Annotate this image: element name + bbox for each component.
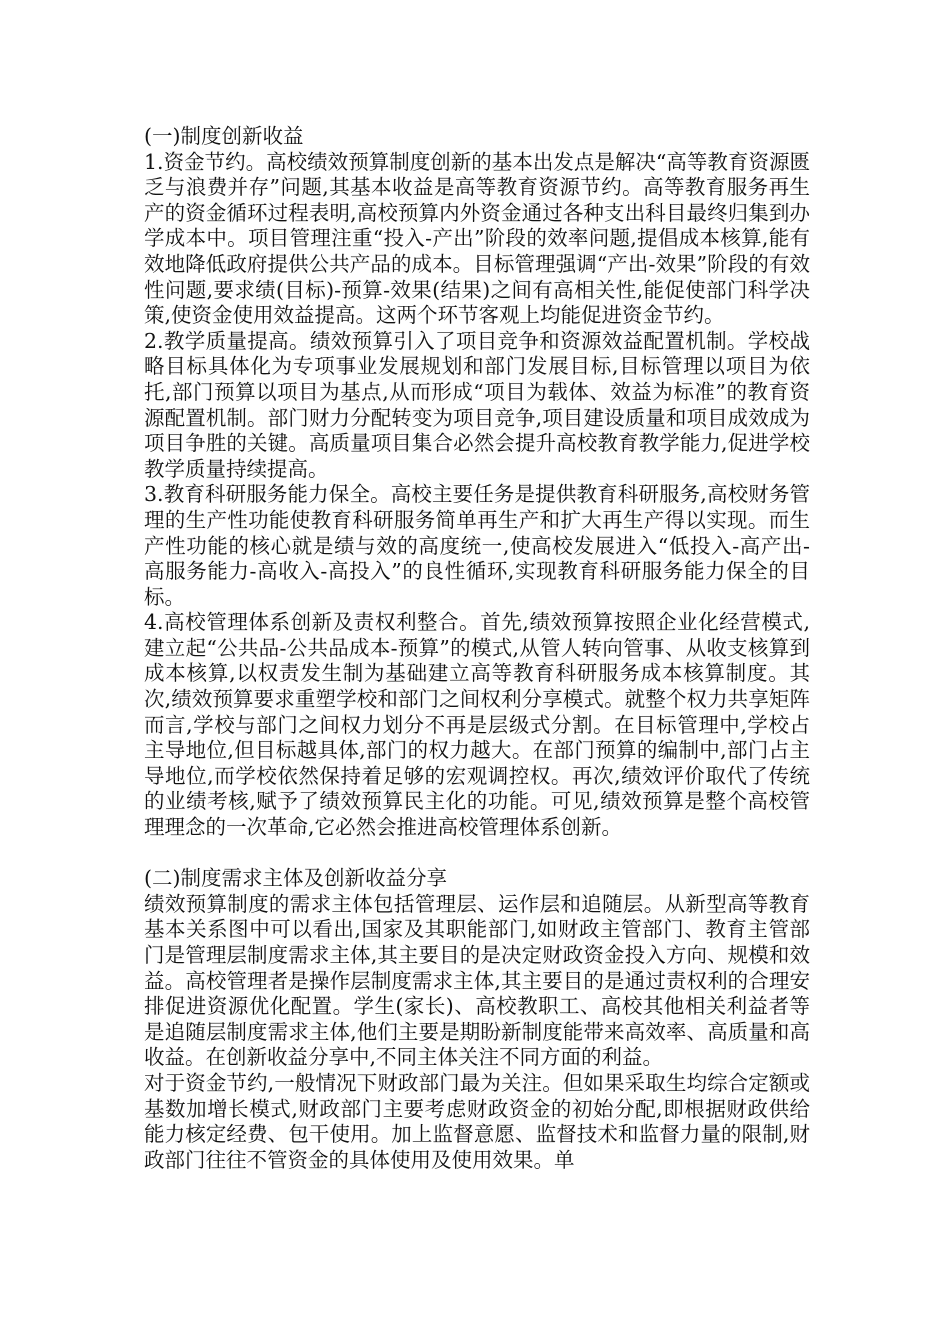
section-gap <box>144 841 810 867</box>
paragraph-finance-department: 对于资金节约,一般情况下财政部门最为关注。但如果采取生均综合定额或基数加增长模式,财政部门主要考虑财政资金的初始分配,即根据财政供给能力核定经费、包干使用。加上监督意愿、监督技术和监督力量的限制,财政部门往往不管资金的具体使用及使用效果。单 <box>144 1070 810 1172</box>
paragraph-teaching-quality: 2.教学质量提高。绩效预算引入了项目竞争和资源效益配置机制。学校战略目标具体化为专项事业发展规划和部门发展目标,目标管理以项目为依托,部门预算以项目为基点,从而形成“项目为载体、效益为标准”的教育资源配置机制。部门财力分配转变为项目竞争,项目建设质量和项目成效成为项目争胜的关键。高质量项目集合必然会提升高校教育教学能力,促进学校教学质量持续提高。 <box>144 328 810 481</box>
paragraph-research-service: 3.教育科研服务能力保全。高校主要任务是提供教育科研服务,高校财务管理的生产性功能使教育科研服务简单再生产和扩大再生产得以实现。而生产性功能的核心就是绩与效的高度统一,使高校发展进入“低投入-高产出-高服务能力-高收入-高投入”的良性循环,实现教育科研服务能力保全的目标。 <box>144 482 810 609</box>
paragraph-fund-saving: 1.资金节约。高校绩效预算制度创新的基本出发点是解决“高等教育资源匮乏与浪费并存”问题,其基本收益是高等教育资源节约。高等教育服务再生产的资金循环过程表明,高校预算内外资金通过各种支出科目最终归集到办学成本中。项目管理注重“投入-产出”阶段的效率问题,提倡成本核算,能有效地降低政府提供公共产品的成本。目标管理强调“产出-效果”阶段的有效性问题,要求绩(目标)-预算-效果(结果)之间有高相关性,能促使部门科学决策,使资金使用效益提高。这两个环节客观上均能促进资金节约。 <box>144 149 810 328</box>
document-page <box>144 124 810 1173</box>
section-2-heading: (二)制度需求主体及创新收益分享 <box>144 866 447 891</box>
section-1-heading: (一)制度创新收益 <box>144 124 304 148</box>
paragraph-demand-subjects: 绩效预算制度的需求主体包括管理层、运作层和追随层。从新型高等教育基本关系图中可以看出,国家及其职能部门,如财政主管部门、教育主管部门是管理层制度需求主体,其主要目的是决定财政资金投入方向、规模和效益。高校管理者是操作层制度需求主体,其主要目的是通过责权利的合理安排促进资源优化配置。学生(家长)、高校教职工、高校其他相关利益者等是追随层制度需求主体,他们主要是期盼新制度能带来高效率、高质量和高收益。在创新收益分享中,不同主体关注不同方面的利益。 <box>144 891 810 1070</box>
paragraph-management-innovation: 4.高校管理体系创新及责权利整合。首先,绩效预算按照企业化经营模式,建立起“公共品-公共品成本-预算”的模式,从管人转向管事、从收支核算到成本核算,以权责发生制为基础建立高等教育科研服务成本核算制度。其次,绩效预算要求重塑学校和部门之间权利分享模式。就整个权力共享矩阵而言,学校与部门之间权力划分不再是层级式分割。在目标管理中,学校占主导地位,但目标越具体,部门的权力越大。在部门预算的编制中,部门占主导地位,而学校依然保持着足够的宏观调控权。再次,绩效评价取代了传统的业绩考核,赋予了绩效预算民主化的功能。可见,绩效预算是整个高校管理理念的一次革命,它必然会推进高校管理体系创新。 <box>144 610 810 840</box>
